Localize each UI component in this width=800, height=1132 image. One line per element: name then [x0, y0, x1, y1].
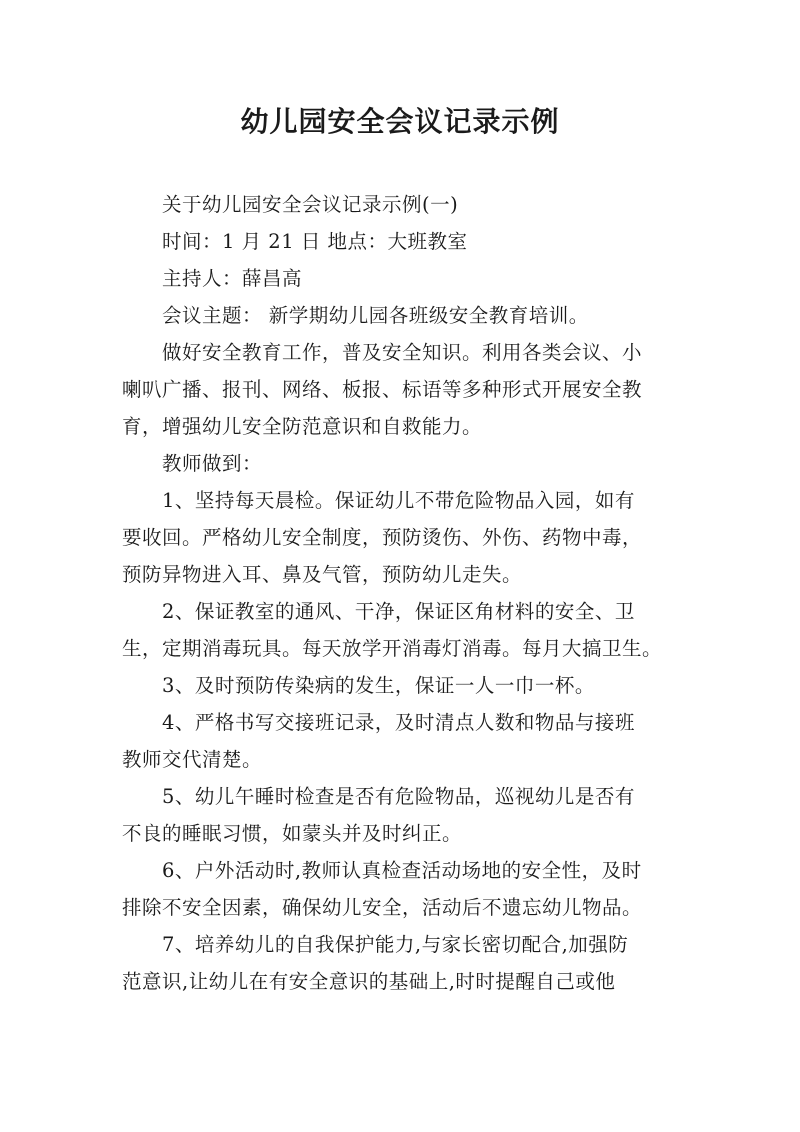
duty-item-1: 1、坚持每天晨检。保证幼儿不带危险物品入园，如有 — [162, 489, 635, 512]
paragraph-line: 生，定期消毒玩具。每天放学开消毒灯消毒。每月大搞卫生。 — [122, 637, 663, 660]
meeting-time-location: 时间：1 月 21 日 地点：大班教室 — [162, 230, 468, 253]
teacher-duties-heading: 教师做到： — [162, 452, 263, 475]
document-title: 幼儿园安全会议记录示例 — [240, 105, 560, 138]
paragraph-line: 喇叭广播、报刊、网络、板报、标语等多种形式开展安全教 — [122, 378, 643, 401]
duty-item-6: 6、户外活动时,教师认真检查活动场地的安全性，及时 — [162, 859, 642, 882]
duty-item-2: 2、保证教室的通风、干净，保证区角材料的安全、卫 — [162, 600, 635, 623]
paragraph-line: 做好安全教育工作，普及安全知识。利用各类会议、小 — [162, 341, 643, 364]
duty-item-4: 4、严格书写交接班记录，及时清点人数和物品与接班 — [162, 711, 635, 734]
paragraph-line: 教师交代清楚。 — [122, 748, 263, 771]
paragraph-line: 育，增强幼儿安全防范意识和自救能力。 — [122, 415, 483, 438]
duty-item-3: 3、及时预防传染病的发生，保证一人一巾一杯。 — [162, 674, 595, 697]
duty-item-7: 7、培养幼儿的自我保护能力,与家长密切配合,加强防 — [162, 933, 629, 956]
paragraph-line: 预防异物进入耳、鼻及气管，预防幼儿走失。 — [122, 563, 523, 586]
duty-item-5: 5、幼儿午睡时检查是否有危险物品，巡视幼儿是否有 — [162, 785, 635, 808]
document-body — [122, 186, 688, 1000]
meeting-host: 主持人：薛昌高 — [162, 267, 303, 290]
paragraph-line: 不良的睡眠习惯，如蒙头并及时纠正。 — [122, 822, 463, 845]
paragraph-line: 要收回。严格幼儿安全制度，预防烫伤、外伤、药物中毒， — [122, 526, 643, 549]
doc-subtitle-line: 关于幼儿园安全会议记录示例(一) — [162, 193, 459, 216]
paragraph-line: 范意识,让幼儿在有安全意识的基础上,时时提醒自己或他 — [122, 970, 616, 993]
meeting-topic: 会议主题： 新学期幼儿园各班级安全教育培训。 — [162, 304, 589, 327]
paragraph-line: 排除不安全因素，确保幼儿安全，活动后不遗忘幼儿物品。 — [122, 896, 643, 919]
